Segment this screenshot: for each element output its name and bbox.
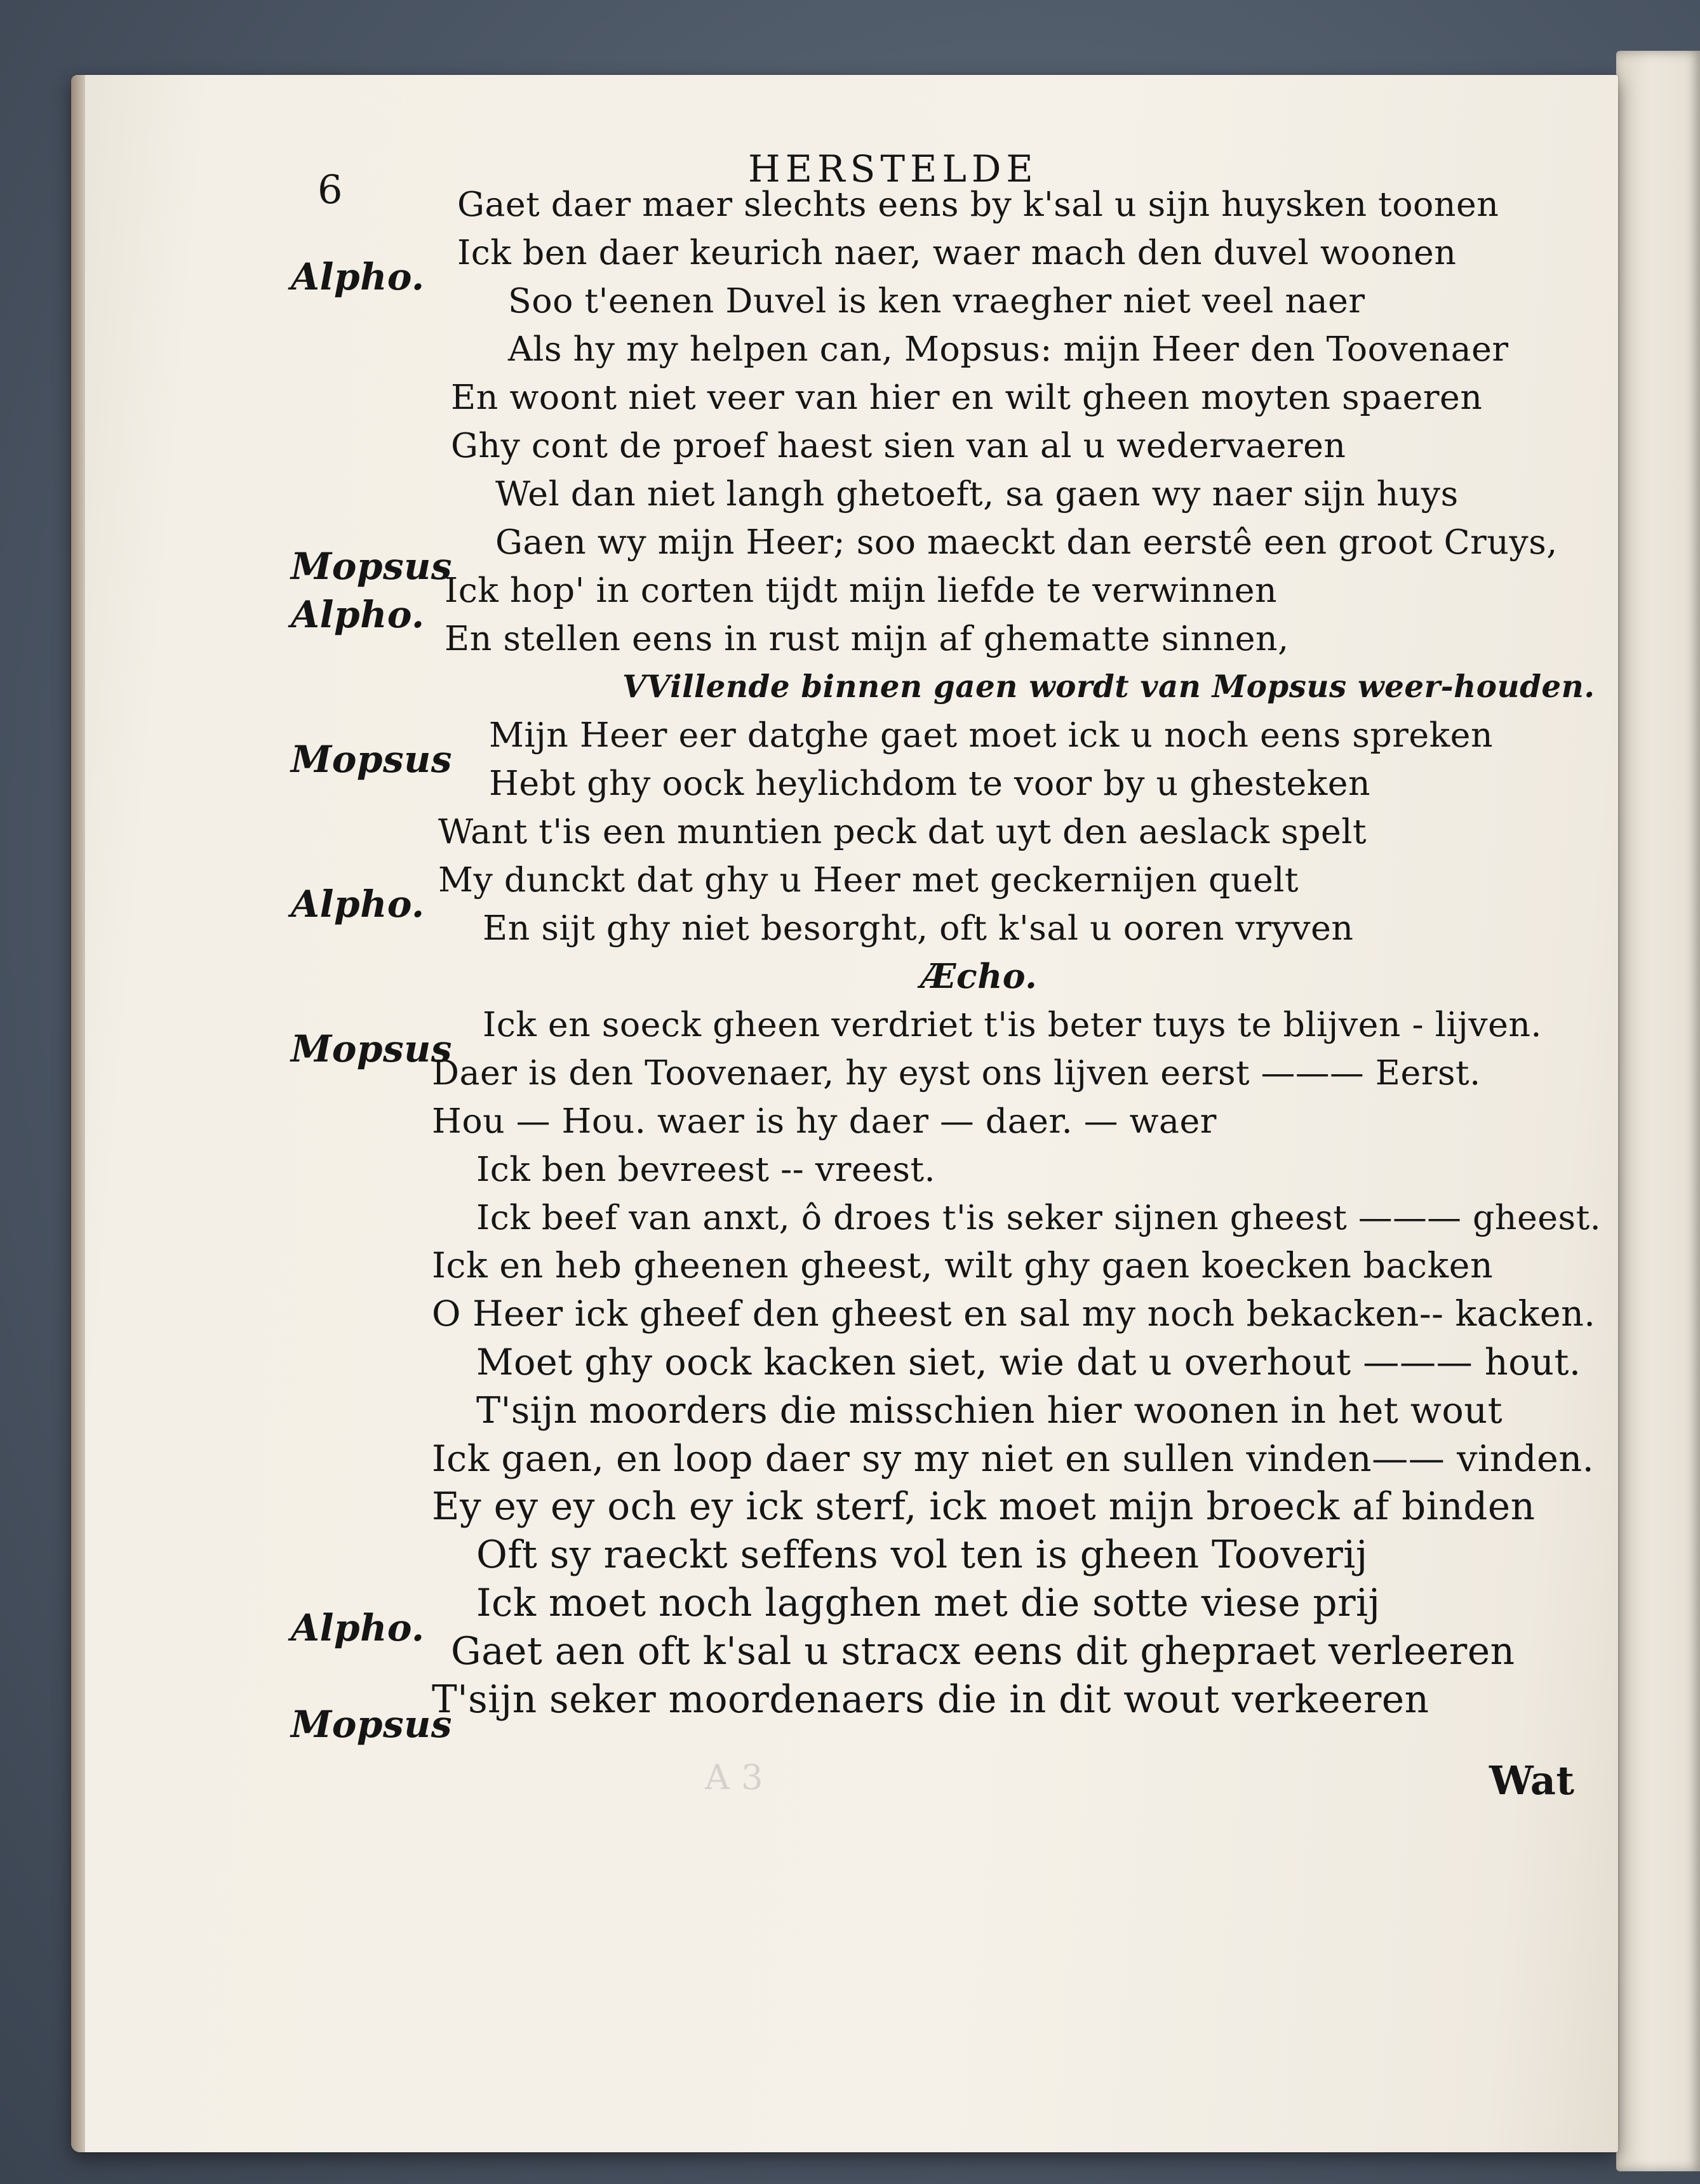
verse-line: Hou — Hou. waer is hy daer — daer. — waer [432, 1101, 1217, 1141]
verse-line: Gaet daer maer slechts eens by k'sal u sijn huysken toonen [457, 184, 1499, 224]
speaker-label: Alpho. [291, 1606, 425, 1649]
verse-line: Moet ghy oock kacken siet, wie dat u overhout ——— hout. [476, 1342, 1581, 1383]
verse-line: Want t'is een muntien peck dat uyt den aeslack spelt [438, 811, 1367, 851]
echo-heading: Æcho. [921, 956, 1038, 996]
verse-line: Wel dan niet langh ghetoeft, sa gaen wy naer sijn huys [495, 474, 1459, 514]
speaker-label: Mopsus [291, 1027, 452, 1070]
speaker-label: Alpho. [291, 255, 425, 298]
verse-line: Als hy my helpen can, Mopsus: mijn Heer den Toovenaer [508, 329, 1509, 369]
page-number: 6 [318, 166, 343, 213]
speaker-label: Mopsus [291, 738, 452, 781]
verse-line: Ghy cont de proef haest sien van al u wedervaeren [451, 425, 1346, 465]
speaker-label: Mopsus [291, 1703, 452, 1746]
verse-line: En stellen eens in rust mijn af ghematte sinnen, [445, 618, 1289, 658]
facing-page-edge [1616, 51, 1700, 2171]
verse-line: T'sijn seker moordenaers die in dit wout verkeeren [432, 1678, 1429, 1722]
verse-line: En woont niet veer van hier en wilt gheen moyten spaeren [451, 377, 1483, 417]
verse-line: Mijn Heer eer datghe gaet moet ick u noch eens spreken [489, 715, 1494, 755]
verse-text [413, 180, 1601, 1724]
verse-line: Ick ben daer keurich naer, waer mach den duvel woonen [457, 232, 1457, 272]
speaker-label: Alpho. [291, 882, 425, 926]
running-header: HERSTELDE [748, 147, 1038, 190]
page-spine-edge [71, 75, 85, 2152]
book-page [71, 75, 1618, 2152]
verse-line: Ick ben bevreest -- vreest. [476, 1149, 936, 1189]
verse-line: En sijt ghy niet besorght, oft k'sal u ooren vryven [483, 908, 1354, 948]
verse-line: Ey ey ey och ey ick sterf, ick moet mijn broeck af binden [432, 1485, 1536, 1529]
verse-line: Gaet aen oft k'sal u stracx eens dit ghepraet verleeren [451, 1630, 1515, 1674]
verse-line: My dunckt dat ghy u Heer met geckernijen quelt [438, 860, 1299, 900]
verse-line: Gaen wy mijn Heer; soo maeckt dan eerstê een groot Cruys, [495, 522, 1558, 562]
verse-line: Soo t'eenen Duvel is ken vraegher niet veel naer [508, 281, 1365, 321]
speaker-label: Mopsus [291, 545, 452, 588]
verse-line: Ick beef van anxt, ô droes t'is seker sijnen gheest ——— gheest. [476, 1197, 1602, 1237]
speaker-label: Alpho. [291, 593, 425, 636]
verse-line: Daer is den Toovenaer, hy eyst ons lijven eerst ——— Eerst. [432, 1053, 1481, 1093]
verse-line: O Heer ick gheef den gheest en sal my noch bekacken-- kacken. [432, 1294, 1596, 1335]
catchword: Wat [1489, 1757, 1575, 1804]
verse-line: Ick en heb gheenen gheest, wilt ghy gaen koecken backen [432, 1246, 1494, 1286]
stage-direction: VVillende binnen gaen wordt van Mopsus weer-houden. [622, 669, 1595, 705]
verse-line: Ick moet noch lagghen met die sotte viese prij [476, 1581, 1381, 1625]
verse-line: T'sijn moorders die misschien hier woonen in het wout [476, 1390, 1503, 1432]
verse-line: Oft sy raeckt seffens vol ten is gheen Tooverij [476, 1533, 1368, 1577]
verse-line: Hebt ghy oock heylichdom te voor by u ghesteken [489, 763, 1371, 803]
verse-line: Ick en soeck gheen verdriet t'is beter tuys te blijven - lijven. [483, 1004, 1543, 1044]
verse-line: Ick hop' in corten tijdt mijn liefde te verwinnen [445, 570, 1278, 610]
signature-mark: A 3 [705, 1757, 764, 1797]
verse-line: Ick gaen, en loop daer sy my niet en sullen vinden—— vinden. [432, 1438, 1595, 1480]
